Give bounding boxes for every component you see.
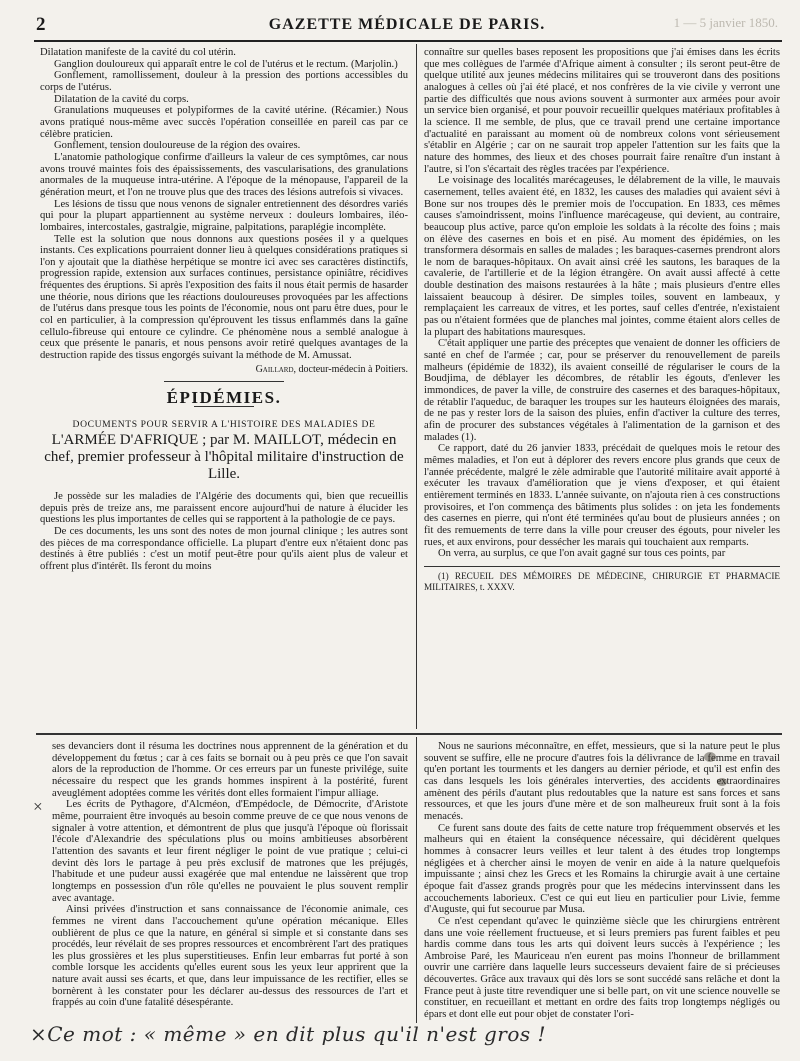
- column-divider: [416, 44, 417, 729]
- paragraph: Ce rapport, daté du 26 janvier 1833, précédait de quelques mois le retour des mêmes maladies, et l'on eut à déplorer des revers encore plus grands que ceux de l'année précédente, malgré le zèle admirable que l'autorité militaire avait apporté à exécuter les travaux d'amélioration que je viens d'exposer, et qui étaient entièrement terminés en 1833. L'année suivante, on n'ajouta rien à ces constructions provisoires, et l'on commença des bâtiments plus solides : on jeta les fondements des casernes en pierre, qui n'ont été terminées qu'au bout de plusieurs années ; on fit des remuements de terre dans la ville pour creuser des égouts, pour niveler les rues, et aux environs, pour dessécher les marais qui touchaient aux remparts.: [424, 443, 780, 548]
- footnote-rule: [424, 566, 780, 567]
- running-header: [36, 14, 778, 38]
- paragraph: C'était appliquer une partie des préceptes que venaient de donner les officiers de santé en chef de l'armée ; car, pour se préserver du renouvellement de pareils malheurs (épidémie de 1832), ils avaient conseillé de régulariser le cours de la Boudjima, de déblayer les décombres, de rétablir les égouts, d'enlever les immondices, de paver la ville, de construire des casernes et des baraques-hôpitaux, de rétablir l'aqueduc, de baraquer les troupes sur les hauteurs éloignées des marais, de ne pas y rester lors de la saison des pluies, enfin d'activer la culture des terres, afin de procurer des substances végétales à l'alimentation de la garnison et des malades (1).: [424, 338, 780, 443]
- article-heading: [40, 417, 408, 483]
- page-number: 2: [36, 14, 46, 35]
- paragraph: Nous ne saurions méconnaître, en effet, messieurs, que si la nature peut le plus souvent se suffire, elle ne procure d'autres fois la délivrance de la femme en travail qu'en portant les tourments et les dangers au dernier période, et qu'il est enfin des cas dans lesquels les lois générales interverties, des accidents extraordinaires amènent des périls d'autant plus redoutables que la nature est sans forces et sans ressources, et que les jours d'une mère et de son malheureux fruit sont à la fois menacés.: [424, 741, 780, 822]
- article-heading-line: DOCUMENTS POUR SERVIR A L'HISTOIRE DES MALADIES DE: [72, 419, 376, 431]
- section-divider: [36, 733, 782, 735]
- column-upper-right: [424, 47, 780, 729]
- separator-rule: [164, 381, 284, 382]
- faded-issue-date: 1 — 5 janvier 1850.: [673, 15, 778, 30]
- handwritten-annotation: ×Ce mot : « même » en dit plus qu'il n'est gros !: [30, 1022, 547, 1046]
- paragraph: Dilatation de la cavité du corps.: [54, 93, 189, 105]
- paragraph: Le voisinage des localités marécageuses, le délabrement de la ville, le mauvais casernement, telles avaient été, en 1832, les causes des maladies qui avaient sévi à Bone sur nos troupes dès le premier mois de l'occupation. En 1833, ces mêmes causes s'amoindrissent, moins l'influence marécageuse, qui devient, au contraire, beaucoup plus active, parce qu'on emploie les soldats à la récolte des foins ; mais on élève des casernes en bois et en pisé. Au moment des épidémies, on les transformera désormais en salles de malades ; les baraques-casernes prendront alors le nom de baraques-hôpitaux. On avait ainsi créé les sautons, les baraques de la cavalerie, de l'artillerie et de la légion étrangère. On avait aussi affecté à cette double destination des maisons restaurées à la hâte ; mais plusieurs d'entre elles laissaient beaucoup à désirer. De simples toiles, souvent en lambeaux, y remplaçaient les carreaux de vitres, et les portes, sauf celles d'entrée, n'existaient pas ou n'étaient formées que de planches mal jointes, comme étaient alors celles de la plupart des habitations mauresques.: [424, 175, 780, 338]
- journal-title: GAZETTE MÉDICALE DE PARIS.: [268, 16, 546, 33]
- paragraph: connaître sur quelles bases reposent les propositions que j'ai émises dans les écrits que mes collègues de l'armée d'Afrique aiment à consulter ; ils seront peut-être de quelque utilité aux jeunes médecins militaires qui se trouveront dans des positions analogues à celles où j'ai été placé, et nos confrères de la vie civile y verront une partie des difficultés que nous avions souvent à surmonter aux armées pour avoir un service bien organisé, et pour pouvoir recueillir quelques matériaux profitables à la science. Il me semble, de plus, que ce travail prend une certaine importance d'actualité en paraissant au moment où de nombreux colons vont sérieusement s'établir en Algérie ; car on ne saurait trop appeler l'attention sur les faits que la nature des hommes, des lieux et des choses pourrait faire renaître d'un instant à l'autre, si l'on s'écartait des règles tracées par l'expérience.: [424, 47, 780, 175]
- paragraph: Ganglion douloureux qui apparaît entre le col de l'utérus et le rectum. (Marjolin.): [54, 58, 398, 70]
- paragraph: Ce n'est cependant qu'avec le quinzième siècle que les chirurgiens entrèrent dans une voie réellement fructueuse, et si leurs premiers pas furent faibles et peu hardis comme dans tous les arts qui doivent leurs succès à l'expérience ; les Ambroise Paré, les Mauriceau n'en eurent pas moins l'honneur de brillamment ouvrir une carrière dans laquelle leurs successeurs devaient faire de si précieuses découvertes. Grâce aux travaux qui dès lors se sont succédé sans relâche et dont la France peut à juste titre revendiquer une si belle part, on vit une science nouvelle se constituer, en recueillant et mettant en ordre des faits trop longtemps négligés ou épars et dont elle eut pour objet de constater l'ori-: [424, 915, 780, 1021]
- paragraph: Gonflement, tension douloureuse de la région des ovaires.: [54, 140, 301, 152]
- paragraph: Telle est la solution que nous donnons aux questions posées il y a quelques instants. Ces explications pourraient donner lieu à quelques considérations pratiques si l'on y ajoutait que la diathèse herpétique se montre ici avec ses caractères distinctifs, progression rapide, extension aux surfaces continues, persistance opiniâtre, récidives fréquentes des éruptions. Si après l'exposition des faits il nous était permis de hasarder une théorie, nous dirions que les réactions douloureuses provoquées par les affections de l'utérus dans presque tous les points de l'économie, nous ont paru être dues, pour le col en particulier, à la compression qu'éprouvent les tissus enflammés dans la gaîne cellulo-fibreuse qui entoure ce cylindre. Ce phénomène nous a semblé analogue à ceux que présente le panaris, et nous pensons avoir retiré quelques avantages de la destruction rapide des tissus engorgés suivant la méthode de M. Amussat.: [40, 233, 408, 362]
- column-lower-left: [52, 741, 408, 1021]
- paragraph: Les écrits de Pythagore, d'Alcméon, d'Empédocle, de Démocrite, d'Aristote même, pourraient être invoqués au besoin comme preuve de ce que nous venons de signaler à votre attention, et démontrent de plus que jusqu'à l'époque où florissait l'école d'Alexandrie des spéculations plus ou moins ambitieuses absorbèrent l'attention des savants et leur firent négliger le point de vue pratique ; celui-ci devint dès lors le partage à peu près exclusif de matrones que les préjugés, l'habitude et une pudeur aussi exagérée que mal entendue ne laissèrent que trop longtemps en possession d'un rôle qu'elles ne pouvaient le plus souvent remplir avec avantage.: [52, 799, 408, 904]
- signature: [40, 364, 408, 376]
- paragraph: ses devanciers dont il résuma les doctrines nous apprennent de la génération et du développement du fœtus ; car à ces faits se bornait ou à peu près ce que l'on savait alors de la reproduction de l'homme. Or ces erreurs par un funeste privilége, suite nécessaire du respect que les grands hommes inspirent à la postérité, furent aveuglément adoptées comme les vérités dont elles formaient l'impur alliage.: [52, 741, 408, 799]
- paragraph: Dilatation manifeste de la cavité du col utérin.: [40, 47, 236, 58]
- article-heading-main: L'ARMÉE D'AFRIQUE ; par M. MAILLOT, médecin en chef, premier professeur à l'hôpital militaire d'instruction de Lille.: [44, 432, 404, 483]
- footnote: (1) RECUEIL DES MÉMOIRES DE MÉDECINE, CHIRURGIE ET PHARMACIE MILITAIRES, t. XXXV.: [424, 570, 780, 592]
- header-rule: [34, 40, 782, 42]
- paragraph: Je possède sur les maladies de l'Algérie des documents qui, bien que recueillis depuis près de treize ans, me paraissent encore aujourd'hui de nature à élucider les questions les plus importantes de celles qui se rapportent à la pathologie de ce pays.: [40, 491, 408, 526]
- ink-blot: [717, 778, 727, 786]
- paragraph: On verra, au surplus, ce que l'on avait gagné sur tous ces points, par: [438, 548, 726, 560]
- paragraph: De ces documents, les uns sont des notes de mon journal clinique ; les autres sont des pièces de ma correspondance officielle. La plupart d'entre eux n'étaient donc pas destinés à être publiés : c'est un motif peut-être pour qu'ils aient plus de valeur et offrent plus d'intérêt. Ils feront du moins: [40, 526, 408, 572]
- ink-blot: [704, 752, 716, 762]
- signature-name: Gaillard: [255, 363, 294, 375]
- paragraph: Ce furent sans doute des faits de cette nature trop fréquemment observés et les malheurs qui en étaient la conséquence nécessaire, qui décidèrent quelques hommes à consacrer leurs veilles et leur talent à des études trop longtemps négligées et à chercher ainsi le moyen de venir en aide à la nature quelquefois impuissante ; ainsi chez les Grecs et les Romains la chirurgie avait à une certaine époque fait d'assez grands progrès pour que les médecins intervinssent dans les accouchements laborieux. C'est ce qui eut lieu en particulier pour Livie, femme d'Auguste, qui fut secourue par Musa.: [424, 822, 780, 916]
- signature-rest: , docteur-médecin à Poitiers.: [293, 363, 408, 375]
- section-title: ÉPIDÉMIES.: [166, 388, 282, 408]
- paragraph: Ainsi privées d'instruction et sans connaissance de l'économie animale, ces femmes ne virent dans l'accouchement qu'une opération mécanique. Elles oublièrent de plus ce que la nature, en général si simple et si constante dans ses procédés, leur révélait de ses propres ressources et encombrèrent l'art des pratiques les plus grossières et les plus superstitieuses. Enfin leur embarras fut porté à son comble lorsque les accidents qu'elles eurent sous les yeux leur apprirent que la nature avait aussi ses écarts, et que, dans leur impuissance de les rectifier, elles se bornèrent à les constater pour les déclarer au-dessus des ressources de l'art et frappés au coin d'une fatalité désespérante.: [52, 904, 408, 1009]
- paragraph: Les lésions de tissu que nous venons de signaler entretiennent des désordres variés qui pour la plupart appartiennent au système nerveux : douleurs lombaires, iléo-lombaires, intercostales, gastralgie, migraine, palpitations, paraplégie incomplète.: [40, 198, 408, 233]
- margin-mark: ×: [32, 797, 44, 816]
- column-upper-left: [40, 47, 408, 687]
- paragraph: Gonflement, ramollissement, douleur à la pression des portions accessibles du corps de l'utérus.: [40, 70, 408, 93]
- paragraph: L'anatomie pathologique confirme d'ailleurs la valeur de ces symptômes, car nous avons trouvé maintes fois des épaississements, des vascularisations, des granulations anormales de la muqueuse intra-utérine. A l'époque de la ménopause, l'appareil de la génération meurt, et l'on ne trouve plus que des traces des lésions autrefois si vivaces.: [40, 151, 408, 198]
- column-divider-lower: [416, 737, 417, 1023]
- paragraph: Granulations muqueuses et polypiformes de la cavité utérine. (Récamier.) Nous avons pratiqué nous-même avec succès l'opération conseillée en pareil cas par ce célèbre praticien.: [40, 105, 408, 140]
